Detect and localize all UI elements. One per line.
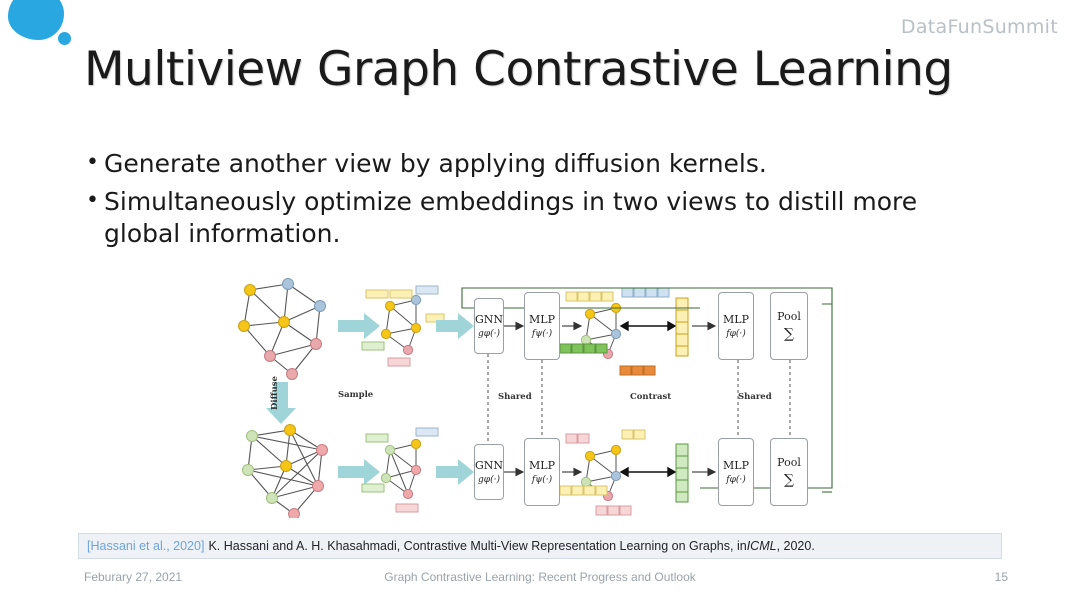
decorative-dot-icon xyxy=(58,32,71,45)
figure-box-label: MLP xyxy=(529,459,555,472)
figure-box-mlp-top-right xyxy=(718,292,754,360)
list-item xyxy=(86,186,986,250)
brand-logo: DataFunSummit xyxy=(900,16,1058,38)
bullet-text: Simultaneously optimize embeddings in two views to distill more global information. xyxy=(104,187,918,248)
figure-label-sample: Sample xyxy=(338,390,374,400)
figure-box-label: MLP xyxy=(723,313,749,326)
figure-box-label: Pool xyxy=(777,310,801,323)
figure-box-sublabel: fφ(·) xyxy=(726,329,746,339)
footer-date: Feburary 27, 2021 xyxy=(84,570,183,584)
bullet-text: Generate another view by applying diffusion kernels. xyxy=(104,149,767,178)
bullet-list xyxy=(86,148,986,256)
figure-box-sublabel: ∑ xyxy=(784,472,794,488)
figure-box-label: GNN xyxy=(474,313,504,326)
figure-box-gnn-bottom xyxy=(474,444,504,500)
citation-venue: ICML xyxy=(746,539,777,553)
figure-box-pool-bottom xyxy=(770,438,808,506)
figure-box-mlp-bottom-right xyxy=(718,438,754,506)
figure-box-label: Pool xyxy=(777,456,801,469)
bullet-dot-icon: • xyxy=(86,150,99,175)
figure-label-shared-left: Shared xyxy=(498,392,532,402)
figure-box-sublabel: fψ(·) xyxy=(531,329,553,339)
figure-box-sublabel: gφ(·) xyxy=(478,475,500,485)
list-item xyxy=(86,148,986,180)
figure-box-sublabel: ∑ xyxy=(784,326,794,342)
figure-box-mlp-bottom xyxy=(524,438,560,506)
figure-box-pool-top xyxy=(770,292,808,360)
figure-box-mlp-top xyxy=(524,292,560,360)
citation-year: , 2020. xyxy=(776,539,815,553)
citation-text: K. Hassani and A. H. Khasahmadi, Contrastive Multi-View Representation Learning on Graphs, in xyxy=(208,539,747,553)
page-title: Multiview Graph Contrastive Learning xyxy=(84,42,953,97)
figure-label-contrast: Contrast xyxy=(630,392,672,402)
bullet-dot-icon: • xyxy=(86,188,99,213)
footer-page-number: 15 xyxy=(994,570,1008,584)
citation-bar xyxy=(78,533,1002,559)
figure-box-gnn-top xyxy=(474,298,504,354)
figure-box-label: MLP xyxy=(723,459,749,472)
figure-box-sublabel: gφ(·) xyxy=(478,329,500,339)
figure-box-label: MLP xyxy=(529,313,555,326)
citation-key: [Hassani et al., 2020] xyxy=(87,539,205,553)
figure-box-sublabel: fψ(·) xyxy=(531,475,553,485)
figure-label-shared-right: Shared xyxy=(738,392,772,402)
figure-box-label: GNN xyxy=(474,459,504,472)
figure-label-diffuse: Diffuse xyxy=(270,376,280,410)
decorative-blob-icon xyxy=(8,0,64,40)
footer-title: Graph Contrastive Learning: Recent Progress and Outlook xyxy=(384,570,696,584)
figure-diagram xyxy=(230,278,845,518)
figure-box-sublabel: fφ(·) xyxy=(726,475,746,485)
